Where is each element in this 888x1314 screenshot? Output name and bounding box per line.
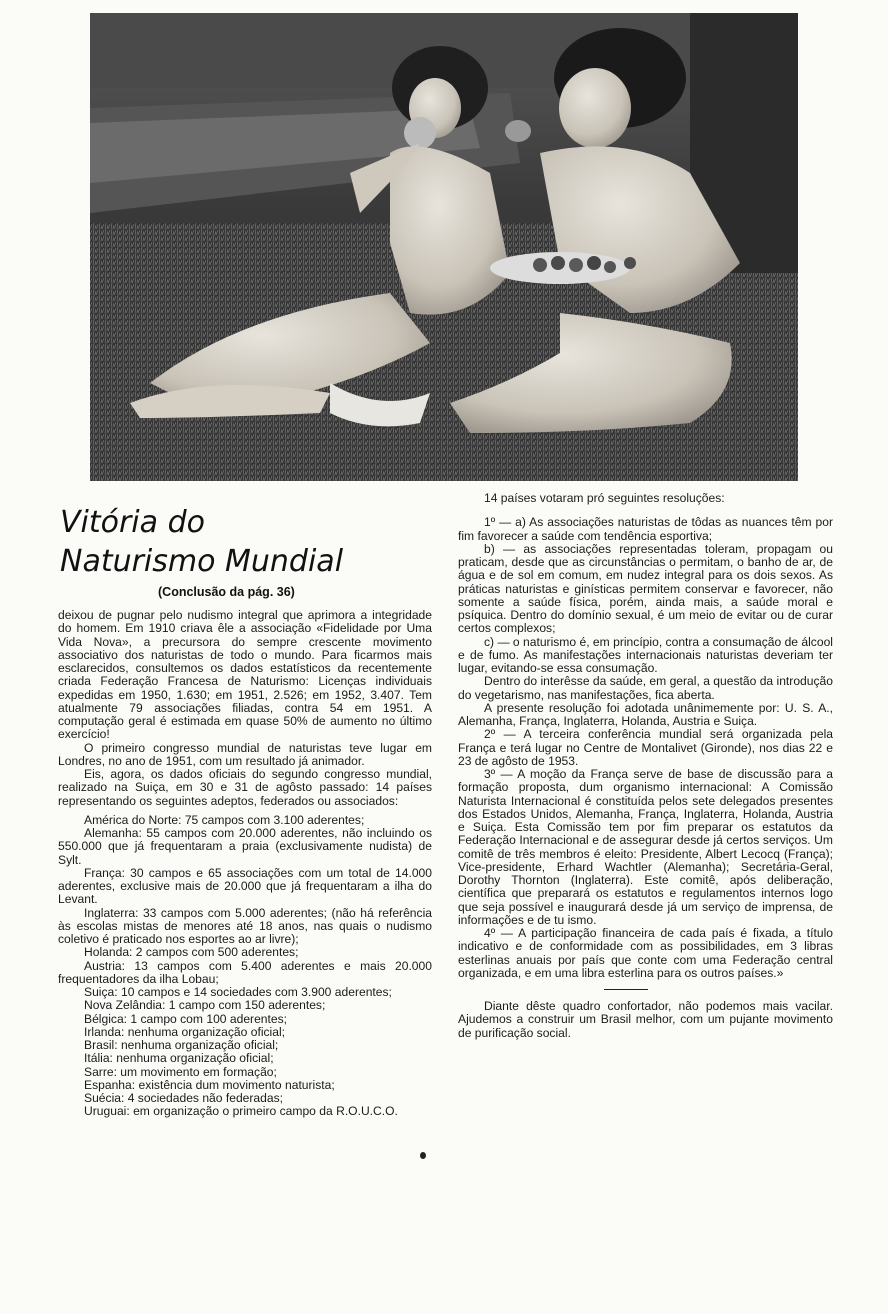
list-item: Espanha: existência dum movimento naturista; [84,1077,335,1092]
list-item: França: 30 campos e 65 associações com um total de 14.000 aderentes, exclusive mais de 20.000 que já frequentaram a ilha do Levant. [58,865,432,907]
paragraph: b) — as associações representadas toleram, propagam ou praticam, desde que as circunstâncias o permitam, o banho de ar, de água e de sol em comum, em nudez integral para os dois sexos. As práticas naturistas e ginísticas permitem conservar e favorecer, não somente a saúde física, porém, ainda mais, a saúde moral e psíquica. Dentro do domínio sexual, é um meio de evitar ou de curar certos complexos; [458,541,833,636]
title-line-1: Vitória do [60,505,205,540]
paragraph: 1º — a) As associações naturistas de tôdas as nuances têm por fim favorecer a saúde com tendência esportiva; [458,515,833,543]
article-title [60,503,440,581]
list-item: Uruguai: em organização o primeiro campo da R.O.U.C.O. [84,1104,398,1119]
list-item: Itália: nenhuma organização oficial; [84,1051,274,1066]
print-speck [420,1152,426,1159]
paragraph: 2º — A terceira conferência mundial será organizada pela França e terá lugar no Centre de Montalivet (Gironde), nos dias 22 e 23 de agôsto de 1953. [458,727,833,768]
title-line-2: Naturismo Mundial [60,544,344,579]
paragraph: c) — o naturismo é, em princípio, contra a consumação de álcool e de fumo. As manifestações internacionais naturistas deveriam ter lugar, evitando-se essa consumação. [458,634,833,675]
paragraph: 3º — A moção da França serve de base de discussão para a formação proposta, dum organismo internacional: A Comissão Naturista Internacional é constituída pelos sete delegados presentes dos Estados Unidos, Alemanha, França, Inglaterra, Holanda, Austria e Suiça. Esta Comissão tem por fim preparar os estatutos da Federação Internacional e de assegurar desde já certos serviços. Um comitê de três membros é eleito: Presidente, Albert Lecocq (França); Vice-presidente, Erhard Wachtler (Alemanha); Secretária-Geral, Dorothy Thornton (Inglaterra). Este comitê, após deliberação, científica que preparará os estatutos e regulamentos internos logo que seja possível e inaugurará desde já um serviço de imprensa, de informações e de tu ismo. [458,767,833,927]
paragraph: 14 países votaram pró seguintes resoluções: [484,491,725,505]
list-item: Irlanda: nenhuma organização oficial; [84,1024,286,1039]
list-item: América do Norte: 75 campos com 3.100 aderentes; [84,812,365,827]
section-divider [604,989,648,990]
paragraph: deixou de pugnar pelo nudismo integral que aprimora a integridade do homem. Em 1910 criava êle a associação «Fidelidade por Uma Vida Nova», a precursora do sempre crescente movimento associativo dos naturistas de todo o mundo. Para ficarmos mais esclarecidos, consultemos os dados estatísticos da recentemente criada Federação Francesa de Naturismo: Licenças individuais expedidas em 1950, 1.630; em 1951, 2.526; em 1952, 3.407. Tem atualmente 79 associações filiadas, contra 54 em 1951. A computação geral é estimada em quase 50% de aumento no último exercício! [58,608,432,742]
right-column [458,492,833,1040]
photograph-icon [90,13,798,481]
paragraph: A presente resolução foi adotada unânimemente por: U. S. A., Alemanha, França, Inglaterra, Holanda, Austria e Suiça. [458,700,833,728]
article-subtitle: (Conclusão da pág. 36) [158,585,295,599]
paragraph: Diante dêste quadro confortador, não podemos mais vacilar. Ajudemos a construir um Brasil melhor, com um pujante movimento de purificação social. [458,999,833,1040]
list-item: Suécia: 4 sociedades não federadas; [84,1091,284,1105]
left-column [58,609,432,1119]
paragraph: 4º — A participação financeira de cada país é fixada, a título indicativo e de conformidade com as possibilidades, em 3 libras esterlinas anuais por país que conte com uma Federação central organizada, e em uma libra esterlina para os outros países.» [458,926,833,980]
list-item: Holanda: 2 campos com 500 aderentes; [84,945,299,960]
paragraph: Dentro do interêsse da saúde, em geral, a questão da introdução do vegetarismo, nas manifestações, fica aberta. [458,674,833,702]
list-item: Bélgica: 1 campo com 100 aderentes; [84,1011,288,1026]
list-item: Brasil: nenhuma organização oficial; [84,1038,279,1052]
list-item: Inglaterra: 33 campos com 5.000 aderentes; (não há referência às escolas mistas de menores até 18 anos, nas quais o nudismo coletivo é praticado nos esportes ao ar livre); [58,905,432,946]
list-item: Sarre: um movimento em formação; [84,1064,277,1079]
paragraph: O primeiro congresso mundial de naturistas teve lugar em Londres, no ano de 1951, com um resultado já animador. [58,740,432,768]
article-photo [90,13,798,481]
paragraph: Eis, agora, os dados oficiais do segundo congresso mundial, realizado na Suiça, em 30 e 31 de agôsto passado: 14 países representando os seguintes adeptos, federados ou associados: [58,767,432,808]
list-item: Suiça: 10 campos e 14 sociedades com 3.900 aderentes; [84,985,392,999]
list-item: Nova Zelândia: 1 campo com 150 aderentes; [84,998,326,1013]
list-item: Alemanha: 55 campos com 20.000 aderentes, não incluindo os 550.000 que já frequentaram a praia (exclusivamente nudista) de Sylt. [58,826,432,867]
list-item: Austria: 13 campos com 5.400 aderentes e mais 20.000 frequentadores da ilha Lobau; [58,958,432,986]
